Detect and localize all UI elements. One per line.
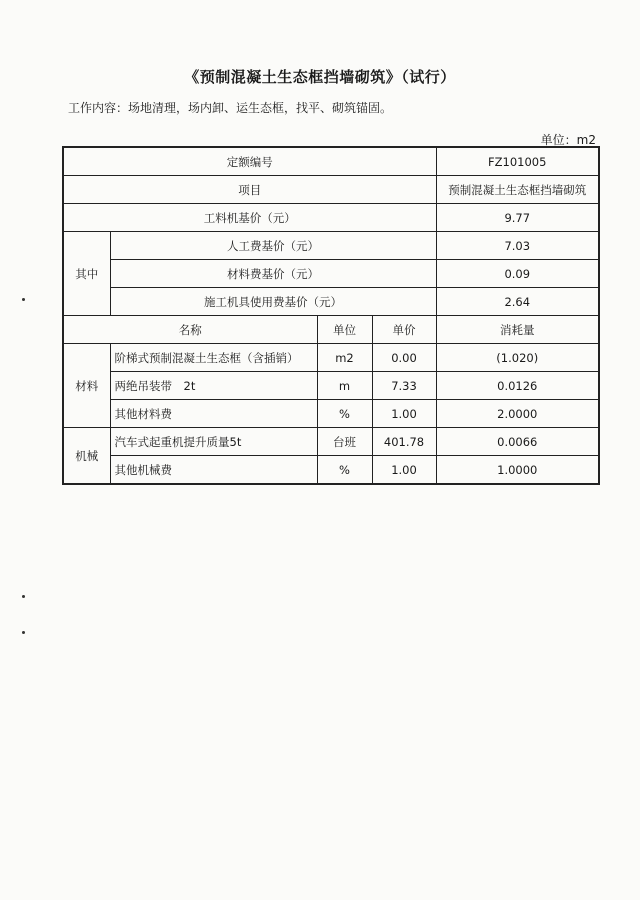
machinery-label: 机械 <box>63 428 110 485</box>
resource-unit: m <box>317 372 372 400</box>
table-row <box>63 232 599 260</box>
base-price-label: 工料机基价（元） <box>63 204 436 232</box>
table-row <box>63 428 599 456</box>
header-price: 单价 <box>372 316 436 344</box>
scan-speck <box>22 631 25 634</box>
sub-price-value: 0.09 <box>436 260 599 288</box>
document-title: 《预制混凝土生态框挡墙砌筑》（试行） <box>184 68 456 86</box>
item-label: 项目 <box>63 176 436 204</box>
base-price-value: 9.77 <box>436 204 599 232</box>
table-row <box>63 456 599 485</box>
resource-name: 阶梯式预制混凝土生态框（含插销） <box>110 344 317 372</box>
header-name: 名称 <box>63 316 317 344</box>
item-name: 预制混凝土生态框挡墙砌筑 <box>436 176 599 204</box>
resource-consumption: 0.0066 <box>436 428 599 456</box>
table-row <box>63 260 599 288</box>
resource-price: 7.33 <box>372 372 436 400</box>
resource-unit: 台班 <box>317 428 372 456</box>
resource-consumption: 0.0126 <box>436 372 599 400</box>
sub-price-value: 7.03 <box>436 232 599 260</box>
resource-name: 两绝吊装带 2t <box>110 372 317 400</box>
table-header-row <box>63 316 599 344</box>
resource-price: 1.00 <box>372 456 436 485</box>
resource-consumption: (1.020) <box>436 344 599 372</box>
group-label: 其中 <box>63 232 110 316</box>
resource-unit: % <box>317 456 372 485</box>
header-unit: 单位 <box>317 316 372 344</box>
resource-unit: % <box>317 400 372 428</box>
quota-code-value: FZ101005 <box>436 147 599 176</box>
table-row <box>63 372 599 400</box>
table-row <box>63 400 599 428</box>
table-row <box>63 147 599 176</box>
scan-speck <box>22 298 25 301</box>
quota-table <box>62 146 600 485</box>
resource-consumption: 1.0000 <box>436 456 599 485</box>
scan-speck <box>22 595 25 598</box>
resource-name: 汽车式起重机提升质量5t <box>110 428 317 456</box>
resource-price: 401.78 <box>372 428 436 456</box>
header-consumption: 消耗量 <box>436 316 599 344</box>
sub-price-label: 人工费基价（元） <box>110 232 436 260</box>
resource-consumption: 2.0000 <box>436 400 599 428</box>
materials-label: 材料 <box>63 344 110 428</box>
table-row <box>63 288 599 316</box>
resource-name: 其他材料费 <box>110 400 317 428</box>
sub-price-label: 施工机具使用费基价（元） <box>110 288 436 316</box>
table-row <box>63 204 599 232</box>
resource-price: 1.00 <box>372 400 436 428</box>
quota-code-label: 定额编号 <box>63 147 436 176</box>
resource-unit: m2 <box>317 344 372 372</box>
resource-name: 其他机械费 <box>110 456 317 485</box>
sub-price-label: 材料费基价（元） <box>110 260 436 288</box>
table-row <box>63 344 599 372</box>
unit-label: 单位：m2 <box>540 133 596 147</box>
resource-price: 0.00 <box>372 344 436 372</box>
table-row <box>63 176 599 204</box>
work-content: 工作内容：场地清理，场内卸、运生态框，找平、砌筑锚固。 <box>68 101 393 115</box>
sub-price-value: 2.64 <box>436 288 599 316</box>
